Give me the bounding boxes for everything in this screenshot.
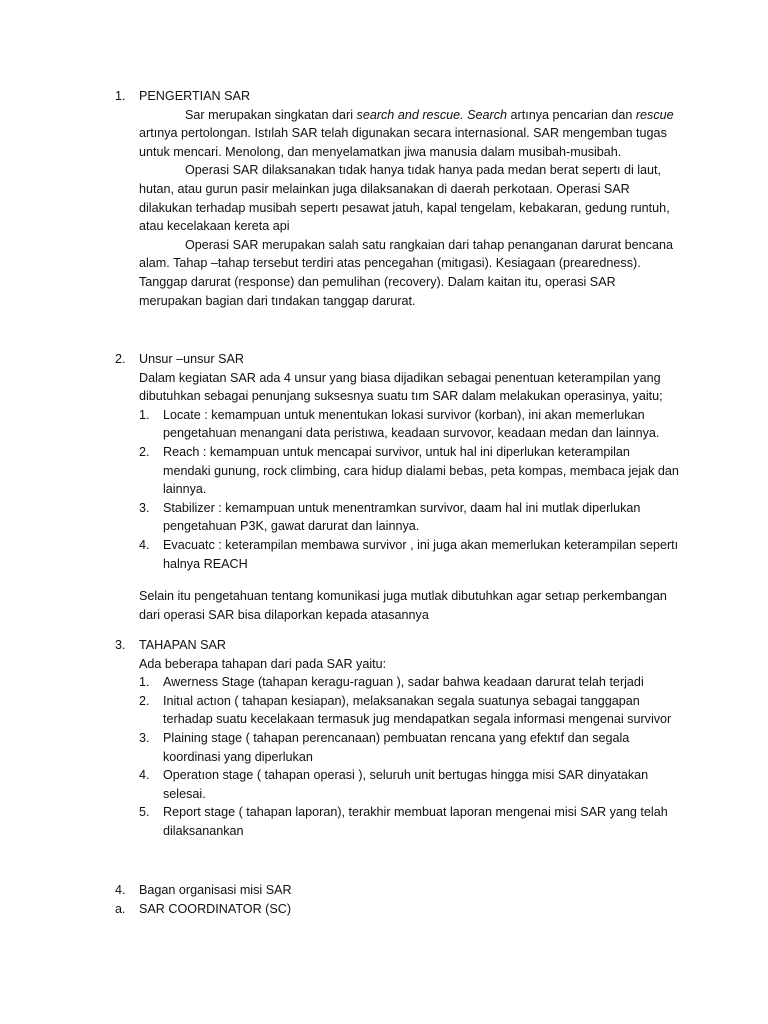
text-run: artınya pencarian dan xyxy=(507,107,636,122)
section-title: Bagan organisasi misi SAR xyxy=(139,883,292,897)
section-body xyxy=(139,881,679,900)
list-text: Stabilizer : kemampuan untuk menentramkan survivor, daam hal ini mutlak diperlukan pengetahuan P3K, gawat darurat dan lainnya. xyxy=(163,500,641,534)
italic-run: rescue xyxy=(635,107,674,122)
closing-body xyxy=(139,587,679,624)
list-number: 4. xyxy=(139,768,150,783)
list-text: Awerness Stage (tahapan keragu-raguan ), sadar bahwa keadaan darurat telah terjadi xyxy=(163,675,644,690)
list-item xyxy=(139,406,679,443)
list-item xyxy=(139,536,679,573)
list-number: 2. xyxy=(139,693,150,708)
section-letter: a. xyxy=(115,902,126,916)
list-text: Reach : kemampuan untuk mencapai survivor, untuk hal ini diperlukan keterampilan mendaki gunung, rock climbing, cara hidup dialami bebas, peta kompas, membaca jejak dan lainnya. xyxy=(163,444,679,497)
list-text: Initıal actıon ( tahapan kesiapan), melaksanakan segala suatunya sebagai tanggapan terhadap suatu kecelakaan termasuk jug mendapatkan segala informasi mengenai survivor xyxy=(163,693,672,727)
list-text: Plaining stage ( tahapan perencanaan) pembuatan rencana yang efektıf dan segala koordinasi yang diperlukan xyxy=(163,730,630,764)
section-number: 1. xyxy=(115,89,126,103)
list-item xyxy=(139,673,679,692)
paragraph-tahap: Operasi SAR merupakan salah satu rangkaian dari tahap penanganan darurat bencana alam. Tahap –tahap tersebut terdiri atas pencegahan (mitıgasi). Kesiagaan (prearedness). Tanggap darurat (response) dan pemulihan (recovery). Dalam kaitan itu, operasi SAR merupakan bagian dari tındakan tanggap darurat. xyxy=(139,237,673,308)
list-text: Operatıon stage ( tahapan operasi ), seluruh unit bertugas hingga misi SAR dinyatakan selesai. xyxy=(163,768,649,801)
list-item xyxy=(139,692,679,729)
section-body xyxy=(139,87,679,310)
section-number: 2. xyxy=(115,352,126,366)
list-number: 3. xyxy=(139,500,150,515)
section-title: PENGERTIAN SAR xyxy=(139,89,251,103)
section-number: 3. xyxy=(115,638,126,652)
list-number: 1. xyxy=(139,407,150,422)
section-title: TAHAPAN SAR xyxy=(139,638,227,652)
section-body xyxy=(139,350,679,573)
list-number: 1. xyxy=(139,675,150,690)
list-number: 2. xyxy=(139,444,150,459)
text-run: Sar merupakan singkatan dari xyxy=(185,107,357,122)
list-text: Report stage ( tahapan laporan), terakhir membuat laporan mengenai misi SAR yang telah dilaksanankan xyxy=(163,805,668,838)
unsur-list xyxy=(139,406,679,573)
section-title: SAR COORDINATOR (SC) xyxy=(139,902,292,916)
list-item xyxy=(139,443,679,499)
list-item xyxy=(139,499,679,536)
section-intro: Ada beberapa tahapan dari pada SAR yaitu: xyxy=(139,656,387,671)
italic-run: search and rescue. Search xyxy=(356,107,508,122)
tahapan-list xyxy=(139,673,679,840)
list-item xyxy=(139,803,679,840)
list-text: Evacuatc : keterampilan membawa survivor , ini juga akan memerlukan keterampilan sepertı halnya REACH xyxy=(163,537,679,571)
list-text: Locate : kemampuan untuk menentukan lokasi survivor (korban), ini akan memerlukan pengetahuan menangani data peristıwa, keadaan survovor, keadaan medan dan lainnya. xyxy=(163,407,660,441)
section-intro: Dalam kegiatan SAR ada 4 unsur yang biasa dijadikan sebagai penentuan keterampilan yang dibutuhkan sebagai penunjang suksesnya suatu tım SAR dalam melakukan operasinya, yaitu; xyxy=(139,370,663,404)
paragraph-operasi: Operasi SAR dilaksanakan tıdak hanya tıdak hanya pada medan berat sepertı di laut, hutan, atau gurun pasir melainkan juga dilaksanakan di daerah perkotaan. Operasi SAR dilakukan terhadap musibah sepertı pesawat jatuh, kapal tengelam, kebakaran, gedung runtuh, atau kecelakaan kereta api xyxy=(139,163,670,234)
text-run: artınya pertolongan. Istılah SAR telah digunakan secara internasional. SAR mengemban tugas untuk mencari. Menolong, dan menyelamatkan jiwa manusia dalam musibah-musibah. xyxy=(139,126,667,159)
section-number: 4. xyxy=(115,883,126,897)
section-body xyxy=(139,900,679,919)
section-title: Unsur –unsur SAR xyxy=(139,352,244,366)
list-item xyxy=(139,766,679,803)
list-number: 5. xyxy=(139,805,150,820)
list-number: 4. xyxy=(139,537,150,552)
list-number: 3. xyxy=(139,730,150,745)
paragraph-definition xyxy=(139,106,679,162)
list-item xyxy=(139,729,679,766)
section-body xyxy=(139,636,679,841)
closing-paragraph: Selain itu pengetahuan tentang komunikasi juga mutlak dibutuhkan agar setıap perkembangan dari operasi SAR bisa dilaporkan kepada atasannya xyxy=(139,589,667,622)
